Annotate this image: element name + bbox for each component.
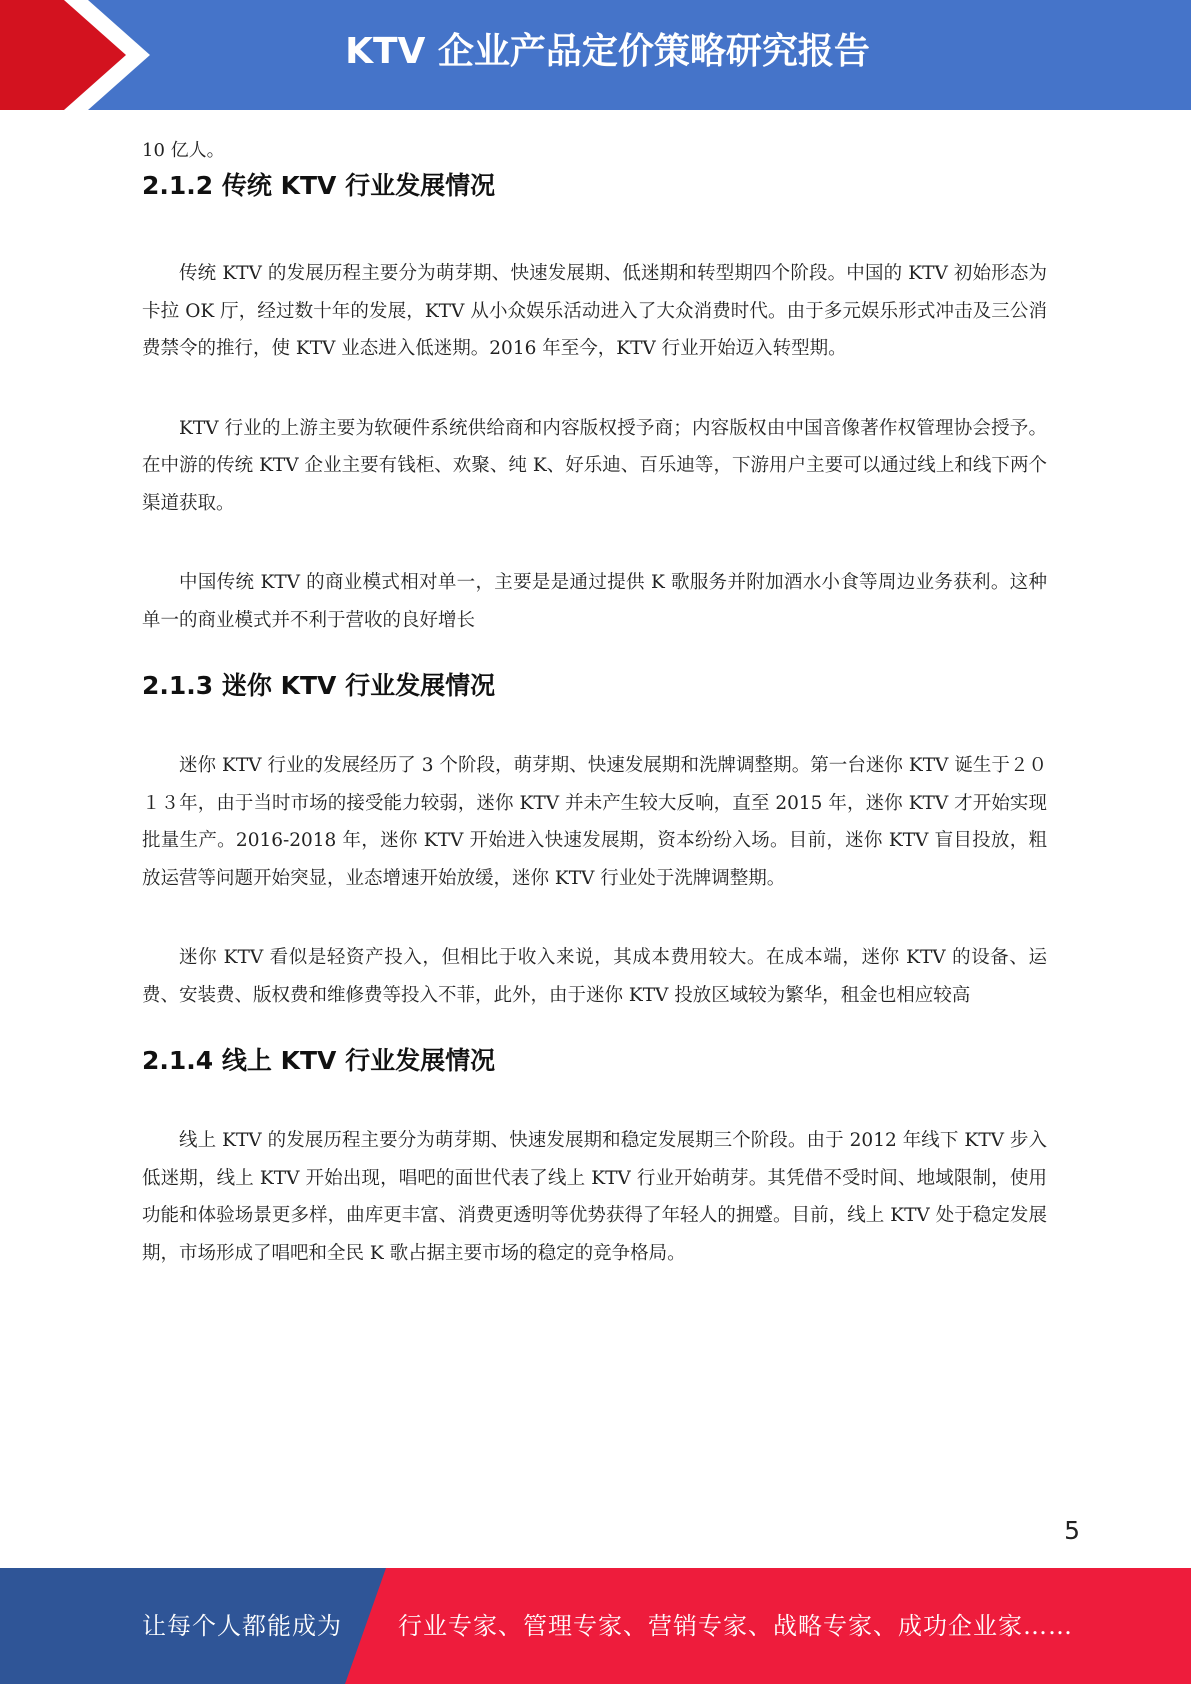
paragraph: 迷你 KTV 行业的发展经历了 3 个阶段，萌芽期、快速发展期和洗牌调整期。第一台迷你 KTV 诞生于２０１３年，由于当时市场的接受能力较弱，迷你 KTV 并未产生较大反响，直至 2015 年，迷你 KTV 才开始实现批量生产。2016-2018 年，迷你 KTV 开始进入快速发展期，资本纷纷入场。目前，迷你 KTV 盲目投放，粗放运营等问题开始突显，业态增速开始放缓，迷你 KTV 行业处于洗牌调整期。 [142,755,1047,889]
paragraph: 迷你 KTV 看似是轻资产投入，但相比于收入来说，其成本费用较大。在成本端，迷你 KTV 的设备、运费、安装费、版权费和维修费等投入不菲，此外，由于迷你 KTV 投放区域较为繁华，租金也相应较高 [142,947,1047,1006]
document-body [142,132,1047,1272]
report-title: KTV 企业产品定价策略研究报告 [345,31,870,72]
paragraph: 线上 KTV 的发展历程主要分为萌芽期、快速发展期和稳定发展期三个阶段。由于 2012 年线下 KTV 步入低迷期，线上 KTV 开始出现，唱吧的面世代表了线上 KTV 行业开始萌芽。其凭借不受时间、地域限制，使用功能和体验场景更多样，曲库更丰富、消费更透明等优势获得了年轻人的拥蹙。目前，线上 KTV 处于稳定发展期，市场形成了唱吧和全民 K 歌占据主要市场的稳定的竞争格局。 [142,1130,1047,1264]
footer-slogan-left: 让每个人都能成为 [142,1612,342,1640]
paragraph: KTV 行业的上游主要为软硬件系统供给商和内容版权授予商；内容版权由中国音像著作权管理协会授予。在中游的传统 KTV 企业主要有钱柜、欢聚、纯 K、好乐迪、百乐迪等，下游用户主要可以通过线上和线下两个渠道获取。 [142,417,1047,514]
paragraph: 传统 KTV 的发展历程主要分为萌芽期、快速发展期、低迷期和转型期四个阶段。中国的 KTV 初始形态为卡拉 OK 厅，经过数十年的发展，KTV 从小众娱乐活动进入了大众消费时代。由于多元娱乐形式冲击及三公消费禁令的推行，使 KTV 业态进入低迷期。2016 年至今，KTV 行业开始迈入转型期。 [142,263,1047,359]
section-heading-2-1-3: 2.1.3 迷你 KTV 行业发展情况 [142,671,496,700]
section-heading-2-1-4: 2.1.4 线上 KTV 行业发展情况 [142,1046,496,1075]
section-heading-2-1-2: 2.1.2 传统 KTV 行业发展情况 [142,171,496,200]
paragraph: 中国传统 KTV 的商业模式相对单一，主要是是通过提供 K 歌服务并附加酒水小食等周边业务获利。这种单一的商业模式并不利于营收的良好增长 [142,572,1047,631]
page-footer [0,1568,1191,1684]
footer-slogan-right: 行业专家、管理专家、营销专家、战略专家、成功企业家…… [398,1612,1073,1640]
lead-text: 10 亿人。 [142,140,225,161]
page-header [0,0,1191,110]
page-number: 5 [1064,1516,1080,1545]
